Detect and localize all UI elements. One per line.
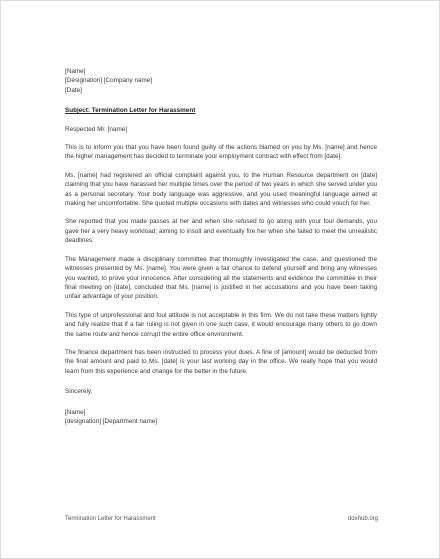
signature-block	[65, 408, 377, 427]
paragraph-verdict: This is to inform you that you have been found guilty of the actions blamed on you by Ms. [name] and hence the higher management has decided to terminate your employment contract with effect from [date].	[65, 144, 377, 161]
paragraph-complaint: Ms. [name] had registered an official complaint against you, to the Human Resource department on [date] claiming that you have harassed her multiple times over the period of two years in which she served under you as a personal secretary. Your body language was aggressive, and you used meaningful language aimed at making her uncomfortable. She quoted multiple occasions with dates and witnesses who could vouch for her.	[65, 171, 377, 208]
paragraph-investigation: The Management made a disciplinary committee that thoroughly investigated the case, and questioned the witnesses presented by Ms. [name]. You were given a fair chance to defend yourself and bring any witnesses you wanted, to prove your innocence. After considering all the statements and evidence the committee in their final meeting on [date], concluded that Ms. [name] is justified in her accusations and you have been taking unfair advantage of your position.	[65, 255, 377, 301]
signature-designation-department: [designation] [Department name]	[65, 417, 158, 425]
sender-date: [Date]	[65, 86, 82, 94]
letter-subject: Subject: Termination Letter for Harassment	[65, 107, 196, 115]
paragraph-report: She reported that you made passes at her and when she refused to go along with your foul demands, you gave her a very heavy workload; aiming to insult and eventually fire her when she failed to meet the unrealistic deadlines.	[65, 218, 377, 245]
page-footer	[65, 516, 378, 522]
sender-name: [Name]	[65, 68, 86, 75]
sender-block	[65, 67, 377, 95]
signature-name: [Name]	[65, 408, 86, 416]
sender-designation-company: [Designation] [Company name]	[65, 77, 153, 85]
salutation: Respected Mr. [name]	[65, 125, 128, 133]
closing: Sincerely,	[65, 388, 93, 396]
paragraph-policy: This type of unprofessional and foul attitude is not acceptable in this firm. We do not take these matters lightly and fully realize that if a fair ruling is not given in one such case, it would encourage many others to go down the same route and hence corrupt the entire office environment.	[65, 311, 377, 338]
footer-document-title: Termination Letter for Harassment	[65, 516, 156, 522]
footer-site-link[interactable]: doxhub.org	[347, 516, 378, 522]
paragraph-dues: The finance department has been instructed to process your dues. A fine of [amount] would be deducted from the final amount and paid to Ms. [date] is your last working day in the office. We really hope that you would learn from this experience and change for the better in the future.	[65, 348, 377, 375]
letter-body	[65, 67, 377, 426]
